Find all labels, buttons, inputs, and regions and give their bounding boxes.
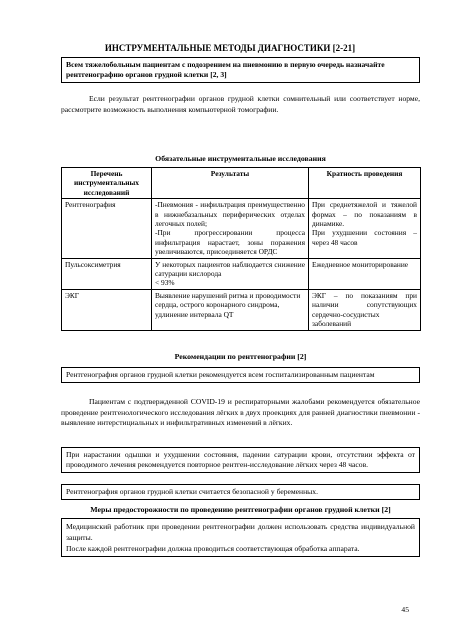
xray-paragraph xyxy=(61,397,420,429)
page-title: ИНСТРУМЕНТАЛЬНЫЕ МЕТОДЫ ДИАГНОСТИКИ [2-21] xyxy=(104,43,356,53)
pregnancy-safety-box: Рентгенография органов грудной клетки считается безопасной у беременных. xyxy=(61,484,420,500)
intro-paragraph xyxy=(61,94,420,115)
table-row xyxy=(62,289,421,330)
intro-recommendation-box: Всем тяжелобольным пациентам с подозрением на пневмонию в первую очередь назначайте рентгенографию органов грудной клетки [2, 3] xyxy=(61,57,420,83)
table-row xyxy=(62,258,421,289)
page-number: 45 xyxy=(401,605,409,614)
header-frequency: Кратность проведения xyxy=(309,168,421,199)
instrumental-tests-table xyxy=(61,167,421,331)
row-pulseox-name: Пульсоксиметрия xyxy=(62,258,152,289)
row-ecg-results: Выявление нарушений ритма и проводимости сердца, острого коронарного синдрома, удлинение интервала QT xyxy=(152,289,309,330)
header-results: Результаты xyxy=(152,168,309,199)
row-xray-results: -Пневмония - инфильтрация преимущественно в нижнебазальных периферических отделах легочных полей; -При прогрессировании процесса инфильтрация нарастает, зоны поражения увеличиваются, присоединяется ОРДС xyxy=(152,199,309,258)
row-pulseox-results: У некоторых пациентов наблюдается снижение сатурации кислорода < 93% xyxy=(152,258,309,289)
row-xray-name: Рентгенография xyxy=(62,199,152,258)
row-ecg-frequency: ЭКГ – по показаниям при наличии сопутствующих сердечно-сосудистых заболеваний xyxy=(309,289,421,330)
table-header-row xyxy=(62,168,421,199)
xray-paragraph-text: Пациентам с подтвержденной COVID-19 и респираторными жалобами рекомендуется обязательное проведение рентгенологического исследования лёгких в двух проекциях для ранней диагностики пневмонии - выявление интерстициальных и инфильтративных изменений в лёгких. xyxy=(61,397,420,427)
precautions-heading: Меры предосторожности по проведению рентгенографии органов грудной клетки [2] xyxy=(90,505,391,514)
intro-paragraph-text: Если результат рентгенографии органов грудной клетки сомнительный или соответствует норме, рассмотрите возможность выполнения компьютерной томографии. xyxy=(61,94,420,114)
table-row xyxy=(62,199,421,258)
xray-recommendation-box: Рентгенография органов грудной клетки рекомендуется всем госпитализированным пациентам xyxy=(61,367,420,383)
xray-recommendations-heading: Рекомендации по рентгенографии [2] xyxy=(174,352,307,361)
header-test-name: Перечень инструментальных исследований xyxy=(62,168,152,199)
table-title: Обязательные инструментальные исследования xyxy=(155,154,326,163)
precautions-box: Медицинский работник при проведении рентгенографии должен использовать средства индивидуальной защиты. После каждой рентгенографии должна проводиться соответствующая обработка аппарата. xyxy=(61,518,420,557)
row-ecg-name: ЭКГ xyxy=(62,289,152,330)
repeat-xray-box: При нарастании одышки и ухудшении состояния, падении сатурации крови, отсутствии эффекта от проводимого лечения рекомендуется повторное рентген-исследование лёгких через 48 часов. xyxy=(61,447,420,473)
row-pulseox-frequency: Ежедневное мониторирование xyxy=(309,258,421,289)
row-xray-frequency: При среднетяжелой и тяжелой формах – по показаниям в динамике. При ухудшении состояния – через 48 часов xyxy=(309,199,421,258)
